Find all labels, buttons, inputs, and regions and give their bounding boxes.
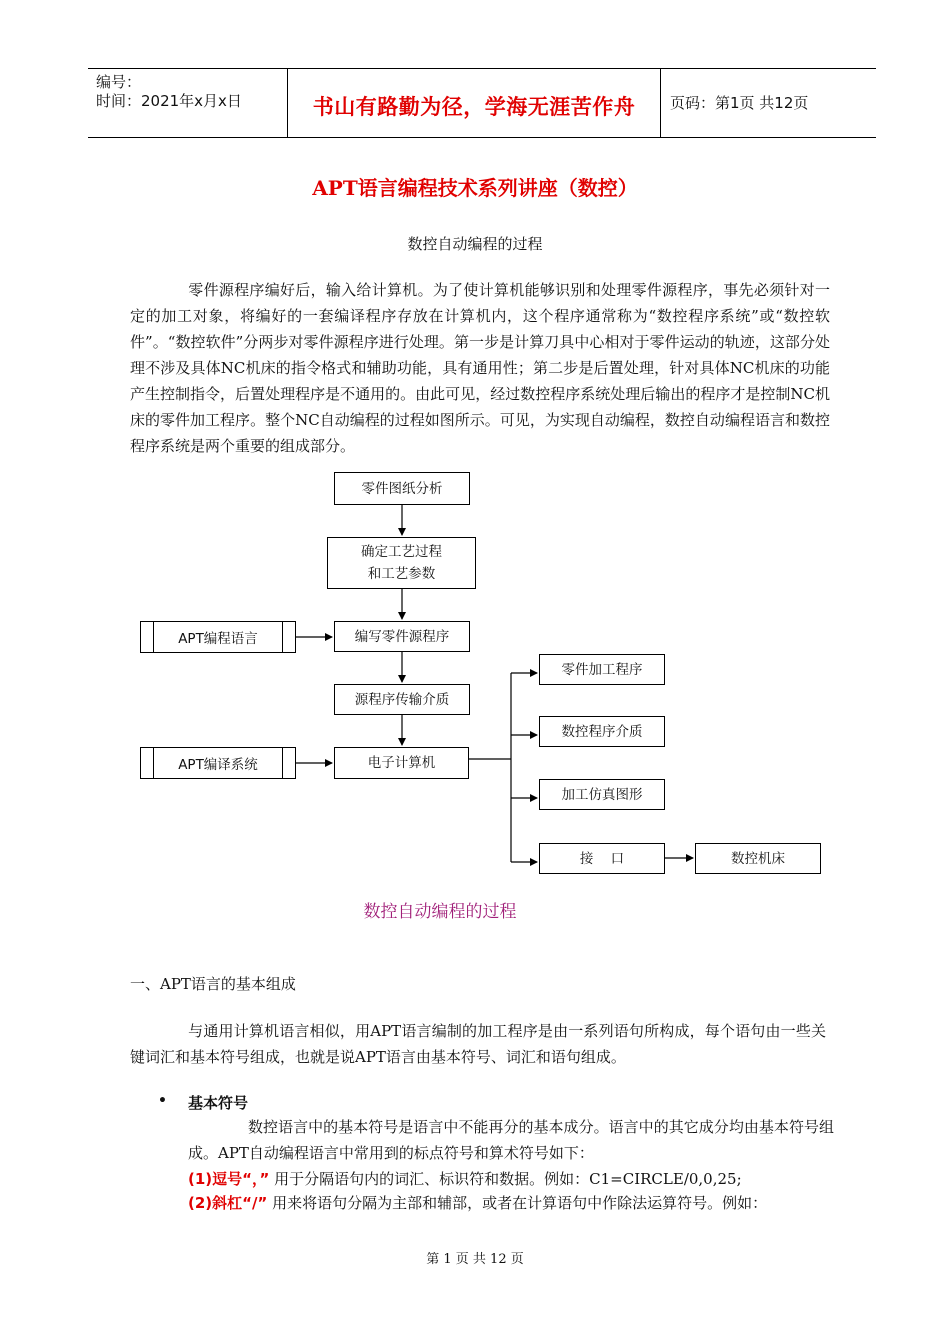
item-slash xyxy=(188,1190,848,1216)
bullet-marker: • xyxy=(158,1093,167,1109)
box-apt-language xyxy=(140,621,296,653)
document-title: APT语言编程技术系列讲座（数控） xyxy=(312,176,638,200)
box-computer: 电子计算机 xyxy=(334,747,469,779)
composition-paragraph xyxy=(130,1018,826,1070)
process-line-2: 和工艺参数 xyxy=(367,566,436,582)
box-interface: 接 口 xyxy=(539,843,665,874)
page-label: 页码：第1页 共12页 xyxy=(670,94,809,112)
box-write-source: 编写零件源程序 xyxy=(334,621,470,652)
box-apt-compiler xyxy=(140,747,296,779)
item-slash-label: (2)斜杠“/” xyxy=(188,1194,268,1212)
symbols-paragraph xyxy=(188,1114,834,1166)
motto-text: 书山有路勤为径，学海无涯苦作舟 xyxy=(312,95,636,119)
page-footer: 第 1 页 共 12 页 xyxy=(426,1252,524,1267)
item-comma xyxy=(188,1166,848,1192)
section-heading: 一、APT语言的基本组成 xyxy=(130,975,296,993)
box-nc-machine: 数控机床 xyxy=(695,843,821,874)
process-line-1: 确定工艺过程 xyxy=(361,544,442,560)
apt-language-label: APT编程语言 xyxy=(178,631,258,647)
intro-paragraph-text: 零件源程序编好后，输入给计算机。为了使计算机能够识别和处理零件源程序，事先必须针对一定的加工对象，将编好的一套编译程序存放在计算机内，这个程序通常称为“数控程序系统”或“数控软件”。“数控软件”分两步对零件源程序进行处理。第一步是计算刀具中心相对于零件运动的轨迹，这部分处理不涉及具体NC机床的指令格式和辅助功能，具有通用性；第二步是后置处理，针对具体NC机床的功能产生控制指令，后置处理程序是不通用的。由此可见，经过数控程序系统处理后输出的程序才是控制NC机床的零件加工程序。整个NC自动编程的过程如图所示。可见，为实现自动编程，数控自动编程语言和数控程序系统是两个重要的组成部分。 xyxy=(130,281,830,455)
box-part-program: 零件加工程序 xyxy=(539,654,665,685)
diagram-caption: 数控自动编程的过程 xyxy=(363,902,517,922)
apt-compiler-label: APT编译系统 xyxy=(178,757,258,773)
box-simulation: 加工仿真图形 xyxy=(539,779,665,810)
section-subtitle: 数控自动编程的过程 xyxy=(407,235,543,253)
box-nc-medium: 数控程序介质 xyxy=(539,716,665,747)
box-process-params xyxy=(327,537,476,589)
item-comma-label: (1)逗号“，” xyxy=(188,1170,270,1188)
bullet-title: 基本符号 xyxy=(188,1094,249,1112)
number-label: 编号： xyxy=(96,73,142,91)
symbols-paragraph-text: 数控语言中的基本符号是语言中不能再分的基本成分。语言中的其它成分均由基本符号组成。APT自动编程语言中常用到的标点符号和算术符号如下： xyxy=(188,1118,834,1162)
box-source-medium: 源程序传输介质 xyxy=(334,684,470,715)
composition-paragraph-text: 与通用计算机语言相似，用APT语言编制的加工程序是由一系列语句所构成，每个语句由一些关键词汇和基本符号组成，也就是说APT语言由基本符号、词汇和语句组成。 xyxy=(130,1022,826,1066)
box-drawing-analysis: 零件图纸分析 xyxy=(334,472,470,505)
time-label: 时间：2021年x月x日 xyxy=(96,92,242,110)
item-comma-text: 用于分隔语句内的词汇、标识符和数据。例如：C1=CIRCLE/0,0,25; xyxy=(269,1170,742,1188)
item-slash-text: 用来将语句分隔为主部和辅部，或者在计算语句中作除法运算符号。例如： xyxy=(267,1194,768,1212)
